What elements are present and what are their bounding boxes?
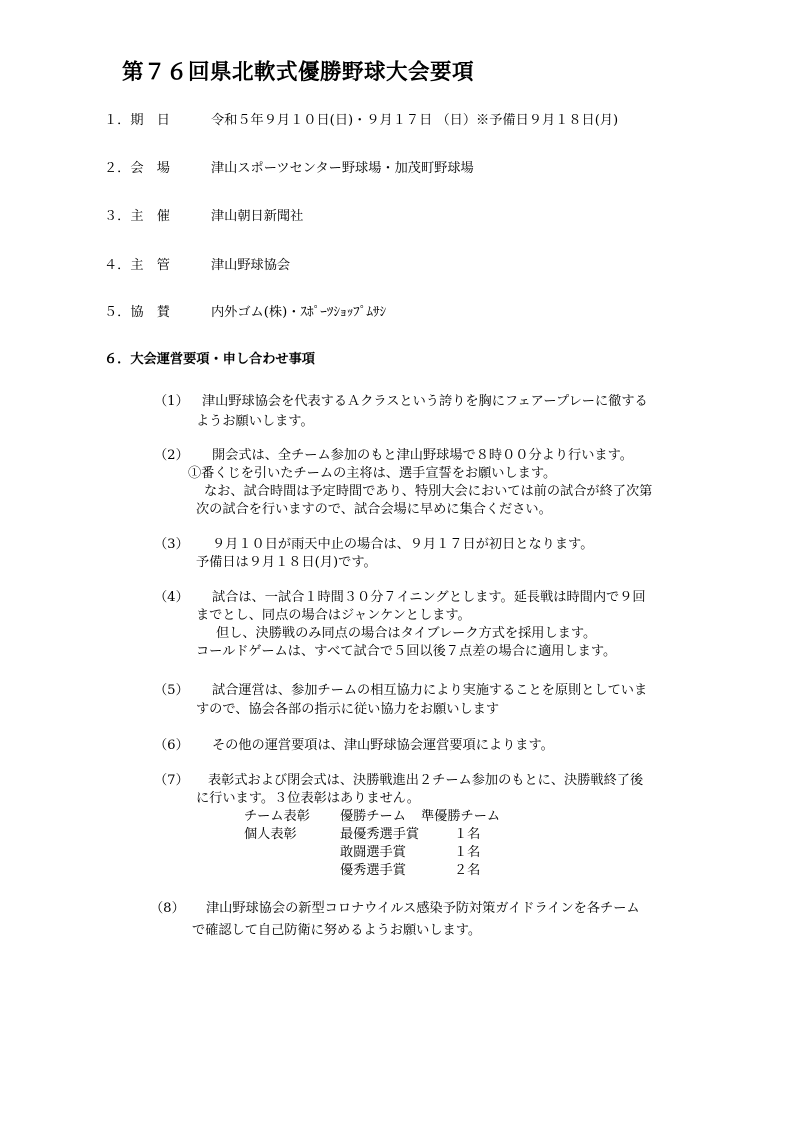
section-label-manager: ４．主 管 [104, 258, 170, 273]
award-count: １名 [454, 845, 481, 860]
award-name: 敢闘選手賞 [340, 845, 406, 860]
award-individual-label: 個人表彰 [244, 827, 297, 842]
item-number: （4） [154, 590, 189, 605]
item-line: すので、協会各部の指示に従い協力をお願いします [196, 702, 500, 717]
item-line: コールドゲームは、すべて試合で５回以後７点差の場合に適用します。 [196, 644, 617, 659]
item-number: （1） [154, 394, 189, 409]
section-label-venue: ２．会 場 [104, 161, 170, 176]
item-line: 表彰式および閉会式は、決勝戦進出２チーム参加のもとに、決勝戦終了後 [208, 773, 644, 788]
item-line: 試合運営は、参加チームの相互協力により実施することを原則としていま [212, 683, 648, 698]
item-line: 津山野球協会を代表するＡクラスという誇りを胸にフェアープレーに徹する [202, 394, 648, 409]
item-line: その他の運営要項は、津山野球協会運営要項によります。 [212, 738, 554, 753]
item-line: 予備日は９月１８日(月)です。 [196, 555, 377, 570]
item-line: で確認して自己防衛に努めるようお願いします。 [192, 923, 482, 938]
item-number: （7） [154, 773, 189, 788]
item-line: 但し、決勝戦のみ同点の場合はタイブレーク方式を採用します。 [216, 626, 597, 641]
item-line: 津山野球協会の新型コロナウイルス感染予防対策ガイドラインを各チーム [206, 901, 640, 916]
item-line: ９月１０日が雨天中止の場合は、９月１７日が初日となります。 [212, 537, 594, 552]
item-number: （8） [150, 901, 185, 916]
item-number: （5） [154, 683, 189, 698]
section-value-sponsor: 内外ゴム(株)・ｽﾎﾟｰﾂｼｮｯﾌﾟﾑｻｼ [211, 305, 387, 320]
section-label-organizer: ３．主 催 [104, 209, 170, 224]
section-label-sponsor: ５．協 賛 [104, 305, 170, 320]
section-value-manager: 津山野球協会 [211, 258, 291, 273]
item-line: なお、試合時間は予定時間であり、特別大会においては前の試合が終了次第 [204, 484, 653, 499]
award-count: １名 [454, 827, 481, 842]
section-value-venue: 津山スポーツセンター野球場・加茂町野球場 [211, 161, 474, 176]
item-line: ①番くじを引いたチームの主将は、選手宣誓をお願いします。 [188, 466, 557, 481]
award-name: 優秀選手賞 [340, 863, 406, 878]
item-number: （2） [154, 448, 189, 463]
item-line: 試合は、一試合１時間３０分７イニングとします。延長戦は時間内で９回 [212, 590, 646, 605]
page-title: 第７６回県北軟式優勝野球大会要項 [122, 60, 475, 85]
section-value-organizer: 津山朝日新聞社 [211, 209, 304, 224]
item-number: （6） [154, 738, 189, 753]
award-team-label: チーム表彰 [244, 809, 310, 824]
section-label-date: １．期 日 [104, 113, 170, 128]
item-line: ようお願いします。 [196, 414, 314, 429]
item-line: 次の試合を行いますので、試合会場に早めに集合ください。 [196, 502, 552, 517]
award-name: 最優秀選手賞 [340, 827, 420, 842]
award-team-winner: 優勝チーム [340, 809, 406, 824]
award-count: ２名 [454, 863, 481, 878]
item-line: 開会式は、全チーム参加のもと津山野球場で８時００分より行います。 [212, 448, 633, 463]
item-line: までとし、同点の場合はジャンケンとします。 [196, 608, 471, 623]
item-line: に行います。３位表彰はありません。 [196, 791, 420, 806]
section6-heading: ６．大会運営要項・申し合わせ事項 [104, 352, 315, 367]
section-value-date: 令和５年９月１０日(日)・９月１７日 （日）※予備日９月１８日(月) [211, 113, 619, 128]
award-team-runner-up: 準優勝チーム [421, 809, 501, 824]
item-number: （3） [154, 537, 189, 552]
